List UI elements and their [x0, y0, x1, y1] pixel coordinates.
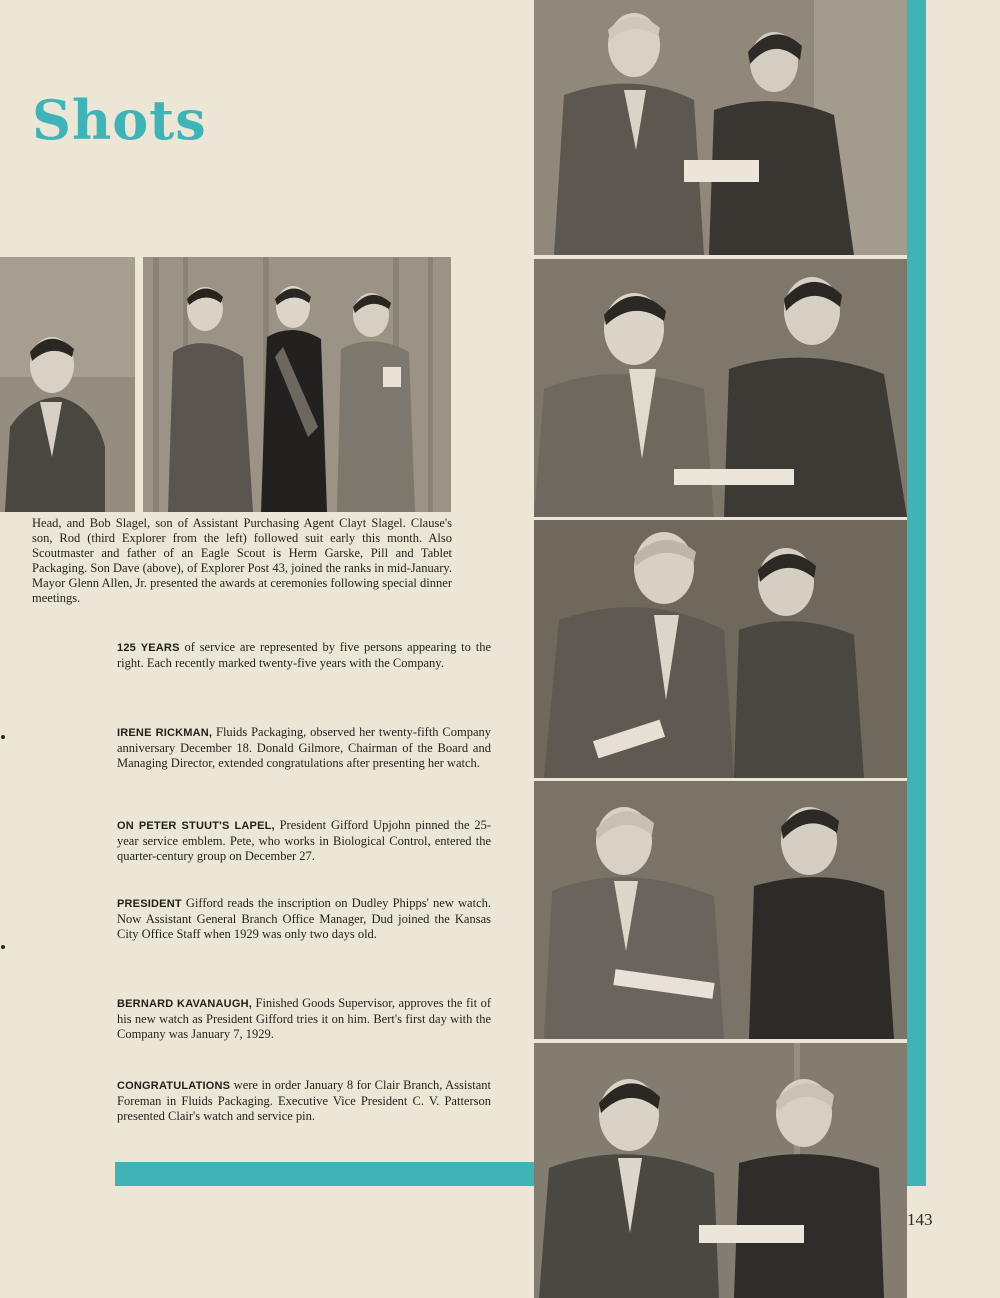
- caption-text: Finished Goods Supervisor, approves the fit of his new watch as President Gifford tries it on him. Bert's first day with the Company was January 7, 1929.: [117, 996, 491, 1041]
- caption-dudley-phipps: [117, 896, 491, 942]
- caption-irene-rickman: [117, 725, 491, 771]
- margin-dot: [1, 945, 5, 949]
- page-number: 143: [907, 1210, 933, 1229]
- caption-lead: PRESIDENT: [117, 898, 182, 910]
- photo-irene-rickman: [534, 0, 907, 255]
- caption-text: President Gifford Upjohn pinned the 25-year service emblem. Pete, who works in Biological Control, entered the quarter-century group on December 27.: [117, 818, 491, 863]
- caption-lead: BERNARD KAVANAUGH,: [117, 998, 252, 1010]
- margin-dot: [1, 735, 5, 739]
- caption-text: of service are represented by five persons appearing to the right. Each recently marked twenty-five years with the Company.: [117, 640, 491, 670]
- caption-lead: CONGRATULATIONS: [117, 1080, 231, 1092]
- page-title: Shots: [32, 88, 207, 152]
- caption-text: were in order January 8 for Clair Branch, Assistant Foreman in Fluids Packaging. Executive Vice President C. V. Patterson presented Clair's watch and service pin.: [117, 1078, 491, 1123]
- caption-lead: 125 YEARS: [117, 642, 180, 654]
- caption-text: Gifford reads the inscription on Dudley Phipps' new watch. Now Assistant General Branch Office Manager, Dud joined the Kansas City Office Staff when 1929 was only two days old.: [117, 896, 491, 941]
- caption-lead: ON PETER STUUT'S LAPEL,: [117, 820, 275, 832]
- caption-lead: IRENE RICKMAN,: [117, 727, 213, 739]
- photo-peter-stuut: [534, 259, 907, 517]
- photo-bernard-kavanaugh: [534, 781, 907, 1039]
- accent-bar-vertical: [907, 0, 926, 1186]
- photo-scout-awards: [143, 257, 451, 512]
- caption-clair-branch: [117, 1078, 491, 1124]
- photo-dudley-phipps: [534, 520, 907, 778]
- caption-text: Fluids Packaging, observed her twenty-fifth Company anniversary December 18. Donald Gilmore, Chairman of the Board and Managing Director, extended congratulations after presenting her watch.: [117, 725, 491, 770]
- intro-paragraph: Head, and Bob Slagel, son of Assistant Purchasing Agent Clayt Slagel. Clause's son, Rod (third Explorer from the left) followed suit early this month. Also Scoutmaster and father of an Eagle Scout is Herm Garske, Pill and Tablet Packaging. Son Dave (above), of Explorer Post 43, joined the ranks in mid-January. Mayor Glenn Allen, Jr. presented the awards at ceremonies following special dinner meetings.: [32, 516, 452, 605]
- caption-125-years: [117, 640, 491, 671]
- photo-clair-branch: [534, 1043, 907, 1298]
- photo-man-profile: [0, 257, 135, 512]
- caption-bernard-kavanaugh: [117, 996, 491, 1042]
- caption-peter-stuut: [117, 818, 491, 864]
